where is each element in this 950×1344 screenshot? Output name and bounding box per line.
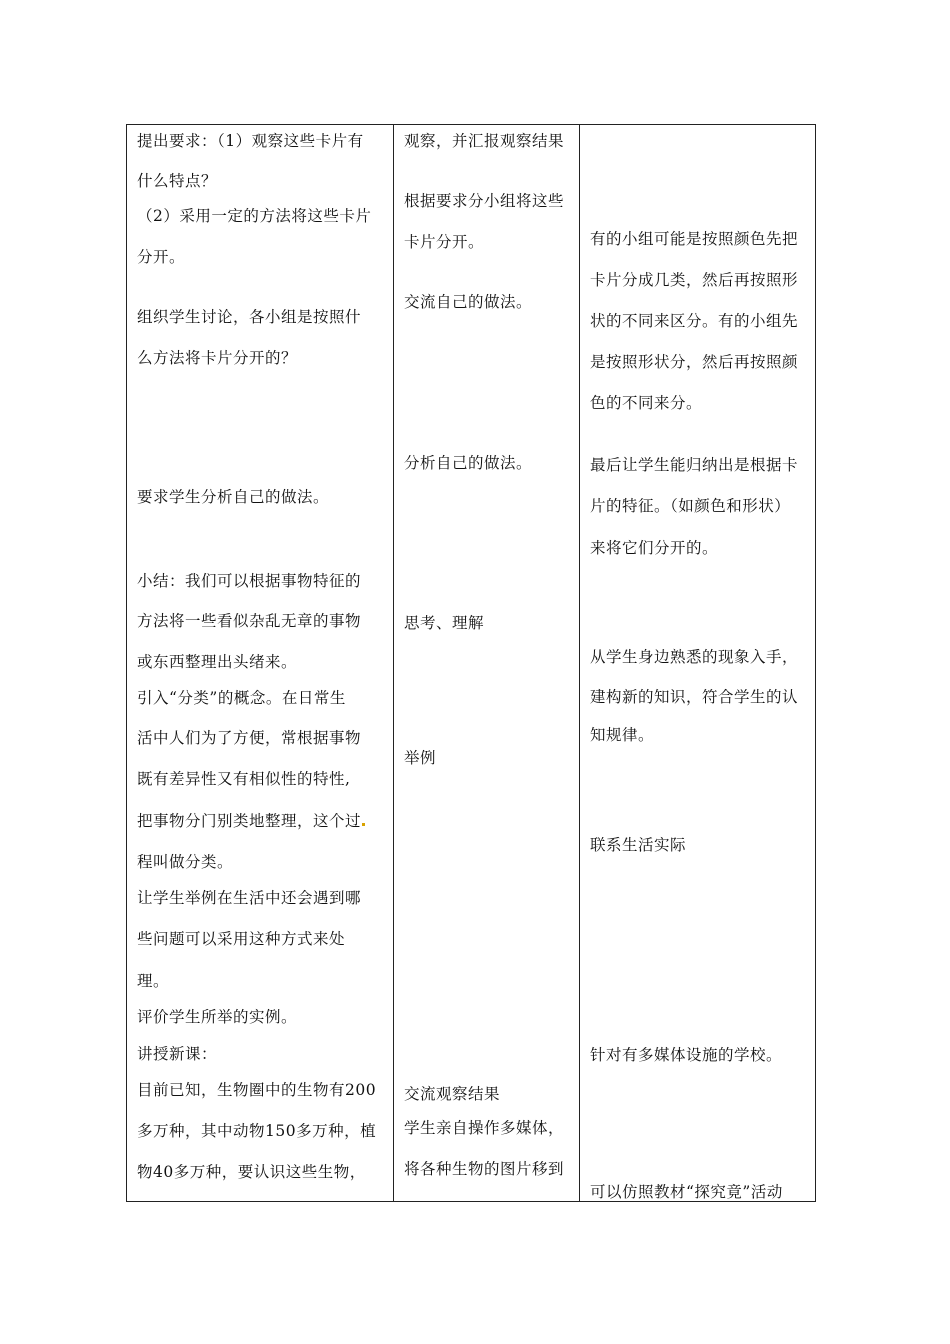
teacher-text-line: 提出要求：（1）观察这些卡片有 (137, 132, 364, 150)
teacher-text-line: 讲授新课： (137, 1045, 218, 1063)
teacher-text-line: 目前已知，生物圈中的生物有200 (137, 1081, 377, 1099)
teacher-text-line: 既有差异性又有相似性的特性, (137, 770, 351, 788)
intent-text-line: 卡片分成几类，然后再按照形 (590, 271, 799, 289)
student-text-line: 观察，并汇报观察结果 (404, 132, 565, 150)
student-text-line: 将各种生物的图片移到 (404, 1160, 565, 1178)
student-text-line: 学生亲自操作多媒体， (404, 1119, 565, 1137)
intent-text-line: 最后让学生能归纳出是根据卡 (590, 456, 799, 474)
teacher-text-line: 让学生举例在生活中还会遇到哪 (137, 889, 362, 907)
intent-text-line: 从学生身边熟悉的现象入手， (590, 648, 799, 666)
teacher-text-line: 组织学生讨论，各小组是按照什 (137, 308, 362, 326)
teacher-text-line: 什么特点？ (137, 172, 218, 190)
teacher-text-line: 程叫做分类。 (137, 853, 234, 871)
teacher-text-line: 多万种，其中动物150多万种，植 (137, 1122, 377, 1140)
teacher-text-line: 些问题可以采用这种方式来处 (137, 930, 346, 948)
student-text-line: 举例 (404, 749, 437, 767)
teacher-text-line: 或东西整理出头绪来。 (137, 653, 298, 671)
student-text-line: 交流自己的做法。 (404, 293, 533, 311)
intent-text-line: 知规律。 (590, 726, 655, 744)
intent-text-line: 建构新的知识，符合学生的认 (590, 688, 799, 706)
lesson-table (126, 124, 816, 1202)
teacher-text-line: 么方法将卡片分开的？ (137, 349, 298, 367)
teacher-text-line: （2）采用一定的方法将这些卡片 (137, 207, 372, 225)
intent-text-line: 联系生活实际 (590, 836, 687, 854)
teacher-text-line: 方法将一些看似杂乱无章的事物 (137, 612, 362, 630)
teacher-text-line: 引入“分类”的概念。在日常生 (137, 689, 346, 707)
intent-text-line: 针对有多媒体设施的学校。 (590, 1046, 783, 1064)
student-text-line: 思考、理解 (404, 614, 485, 632)
student-text-line: 卡片分开。 (404, 233, 485, 251)
teacher-text-line: 把事物分门别类地整理，这个过 (137, 811, 365, 831)
teacher-text-line: 活中人们为了方便，常根据事物 (137, 729, 362, 747)
teacher-text-line: 评价学生所举的实例。 (137, 1008, 298, 1026)
intent-text-line: 是按照形状分，然后再按照颜 (590, 353, 799, 371)
intent-text-line: 色的不同来分。 (590, 394, 703, 412)
teacher-text-line: 理。 (137, 972, 170, 990)
teacher-text-line: 要求学生分析自己的做法。 (137, 488, 330, 506)
intent-text-line: 可以仿照教材“探究竟”活动 (590, 1183, 783, 1201)
student-text-line: 根据要求分小组将这些 (404, 192, 565, 210)
column-divider-1 (393, 125, 394, 1201)
intent-text-line: 来将它们分开的。 (590, 539, 719, 557)
teacher-text-line: 分开。 (137, 248, 186, 266)
teacher-text-line: 物40多万种，要认识这些生物， (137, 1163, 366, 1181)
intent-text-line: 片的特征。（如颜色和形状） (590, 497, 791, 515)
student-text-line: 分析自己的做法。 (404, 454, 533, 472)
column-divider-2 (579, 125, 580, 1201)
intent-text-line: 状的不同来区分。有的小组先 (590, 312, 799, 330)
student-text-line: 交流观察结果 (404, 1085, 501, 1103)
teacher-text-line: 小结：我们可以根据事物特征的 (137, 572, 362, 590)
highlight-mark (362, 823, 365, 826)
intent-text-line: 有的小组可能是按照颜色先把 (590, 230, 799, 248)
